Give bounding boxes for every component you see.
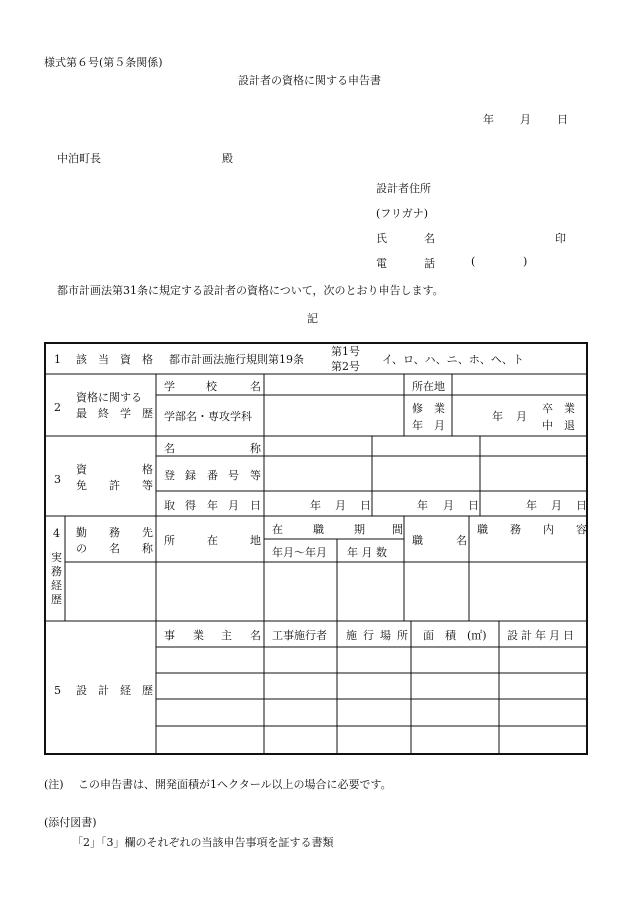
row1-item-2: 第2号: [331, 360, 360, 373]
tenure-char-1: 在: [272, 523, 283, 536]
row4-vertical-char-4: 歴: [51, 593, 62, 606]
work-address-char-1: 所: [164, 534, 175, 547]
reg-number-char-4: 号: [228, 469, 239, 482]
work-address-char-3: 地: [250, 534, 261, 547]
tenure-range: 年月〜年月: [272, 546, 327, 559]
tenure-char-3: 期: [354, 523, 365, 536]
name-label-2: 名: [424, 232, 435, 245]
row3-label-char-1: 資: [76, 463, 87, 476]
acquired-year-1: 年: [310, 499, 321, 512]
school-label-char-2: 校: [206, 380, 217, 393]
acquired-char-2: 得: [185, 499, 196, 512]
school-label-char-3: 名: [250, 380, 261, 393]
reg-number-char-3: 番: [207, 469, 218, 482]
design-date-col: 設計年月日: [507, 629, 577, 642]
date-year: 年: [483, 113, 494, 126]
faculty-label: 学部名・専攻学科: [164, 410, 252, 423]
row2-label-char-2: 終: [98, 407, 109, 420]
employer-char-3: 先: [142, 526, 153, 539]
phone-label-1: 電: [376, 257, 387, 270]
acquired-month-3: 月: [551, 499, 562, 512]
row5-label-char-3: 経: [120, 684, 131, 697]
row2-label-line1: 資格に関する: [76, 391, 142, 404]
row1-label-char-3: 資: [120, 353, 131, 366]
note-label: (注): [44, 778, 64, 791]
ki-label: 記: [307, 312, 318, 325]
acquired-day-1: 日: [360, 499, 371, 512]
employer-char-1: 勤: [76, 526, 87, 539]
address-label: 設計者住所: [376, 182, 431, 195]
note-text: この申告書は、開発面積が1ヘクタール以上の場合に必要です。: [78, 778, 392, 791]
site-col-char-4: 所: [397, 629, 408, 642]
row3-label-char-5: 等: [142, 479, 153, 492]
declaration-table: [44, 342, 588, 755]
acquired-day-3: 日: [576, 499, 587, 512]
tenure-char-4: 間: [392, 523, 403, 536]
client-col-char-2: 業: [193, 629, 204, 642]
row1-item-1: 第1号: [331, 345, 360, 358]
employer-char-2: 務: [109, 526, 120, 539]
row1-regulation: 都市計画法施行規則第19条: [169, 353, 304, 366]
completion-month: 月: [516, 410, 527, 423]
completion-label-1: 修 業: [412, 402, 445, 415]
row1-label-char-1: 該: [76, 353, 87, 366]
school-label-char-1: 学: [164, 380, 175, 393]
row4-vertical-char-3: 経: [51, 579, 62, 592]
reg-number-char-1: 登: [164, 469, 175, 482]
honorific: 殿: [222, 152, 233, 165]
addressee: 中泊町長: [57, 152, 101, 165]
position-char-2: 名: [456, 534, 467, 547]
site-col-char-2: 行: [363, 629, 374, 642]
acquired-char-3: 年: [207, 499, 218, 512]
acquired-month-2: 月: [443, 499, 454, 512]
acquired-year-3: 年: [526, 499, 537, 512]
row2-label-char-4: 歴: [142, 407, 153, 420]
row1-options: イ、ロ、ハ、ニ、ホ、ヘ、ト: [382, 353, 524, 366]
employer-char-6: 称: [142, 542, 153, 555]
acquired-day-2: 日: [468, 499, 479, 512]
attachments-text: 「2」「3」欄のそれぞれの当該申告事項を証する書類: [72, 836, 334, 849]
row5-label-char-2: 計: [98, 684, 109, 697]
row4-number: 4: [53, 527, 60, 540]
row3-label-char-4: 許: [109, 479, 120, 492]
phone-label-2: 話: [424, 257, 435, 270]
client-col-char-1: 事: [164, 629, 175, 642]
site-col-char-1: 施: [346, 629, 357, 642]
row4-vertical-char-2: 務: [51, 565, 62, 578]
row3-number: 3: [54, 473, 61, 486]
client-col-char-4: 名: [250, 629, 261, 642]
graduated-label: 卒 業: [542, 402, 575, 415]
acquired-char-1: 取: [164, 499, 175, 512]
row2-number: 2: [54, 401, 61, 414]
acquired-char-4: 月: [228, 499, 239, 512]
acquired-month-1: 月: [335, 499, 346, 512]
attachments-label: (添付図書): [44, 816, 97, 829]
duties-char-3: 内: [543, 523, 554, 536]
phone-paren-open: (: [471, 255, 476, 268]
contractor-col: 工事施行者: [272, 629, 327, 642]
tenure-years: 年 月 数: [347, 546, 387, 559]
phone-paren-close: ): [523, 255, 528, 268]
date-month: 月: [520, 113, 531, 126]
row5-label-char-4: 歴: [142, 684, 153, 697]
position-char-1: 職: [412, 534, 423, 547]
row1-number: 1: [54, 353, 61, 366]
client-col-char-3: 主: [221, 629, 232, 642]
reg-number-char-2: 録: [185, 469, 196, 482]
license-name-char-1: 名: [164, 442, 175, 455]
work-address-char-2: 在: [207, 534, 218, 547]
license-name-char-2: 称: [250, 442, 261, 455]
duties-char-1: 職: [477, 523, 488, 536]
reg-number-char-5: 等: [250, 469, 261, 482]
area-col: 面 積 (㎡): [423, 629, 487, 642]
row5-label-char-1: 設: [76, 684, 87, 697]
tenure-char-2: 職: [313, 523, 324, 536]
completion-label-2: 年 月: [412, 419, 445, 432]
acquired-year-2: 年: [417, 499, 428, 512]
seal-label: 印: [555, 232, 566, 245]
name-label-1: 氏: [376, 232, 387, 245]
row3-label-char-3: 免: [76, 479, 87, 492]
employer-char-5: 名: [109, 542, 120, 555]
form-number: 様式第６号(第５条関係): [44, 56, 163, 69]
row2-label-char-1: 最: [76, 407, 87, 420]
date-day: 日: [557, 113, 568, 126]
row5-number: 5: [54, 684, 61, 697]
row1-label-char-2: 当: [98, 353, 109, 366]
location-label: 所在地: [412, 380, 445, 393]
row2-label-char-3: 学: [120, 407, 131, 420]
row1-label-char-4: 格: [142, 353, 153, 366]
statement: 都市計画法第31条に規定する設計者の資格について，次のとおり申告します。: [57, 284, 444, 297]
withdrawn-label: 中 退: [542, 419, 575, 432]
duties-char-2: 務: [510, 523, 521, 536]
furigana-label: (フリガナ): [376, 207, 429, 220]
acquired-char-5: 日: [250, 499, 261, 512]
duties-char-4: 容: [576, 523, 587, 536]
site-col-char-3: 場: [380, 629, 391, 642]
row3-label-char-2: 格: [142, 463, 153, 476]
row4-vertical-char-1: 実: [51, 551, 62, 564]
document-title: 設計者の資格に関する申告書: [238, 74, 381, 87]
employer-char-4: の: [76, 542, 87, 555]
completion-year: 年: [492, 410, 503, 423]
